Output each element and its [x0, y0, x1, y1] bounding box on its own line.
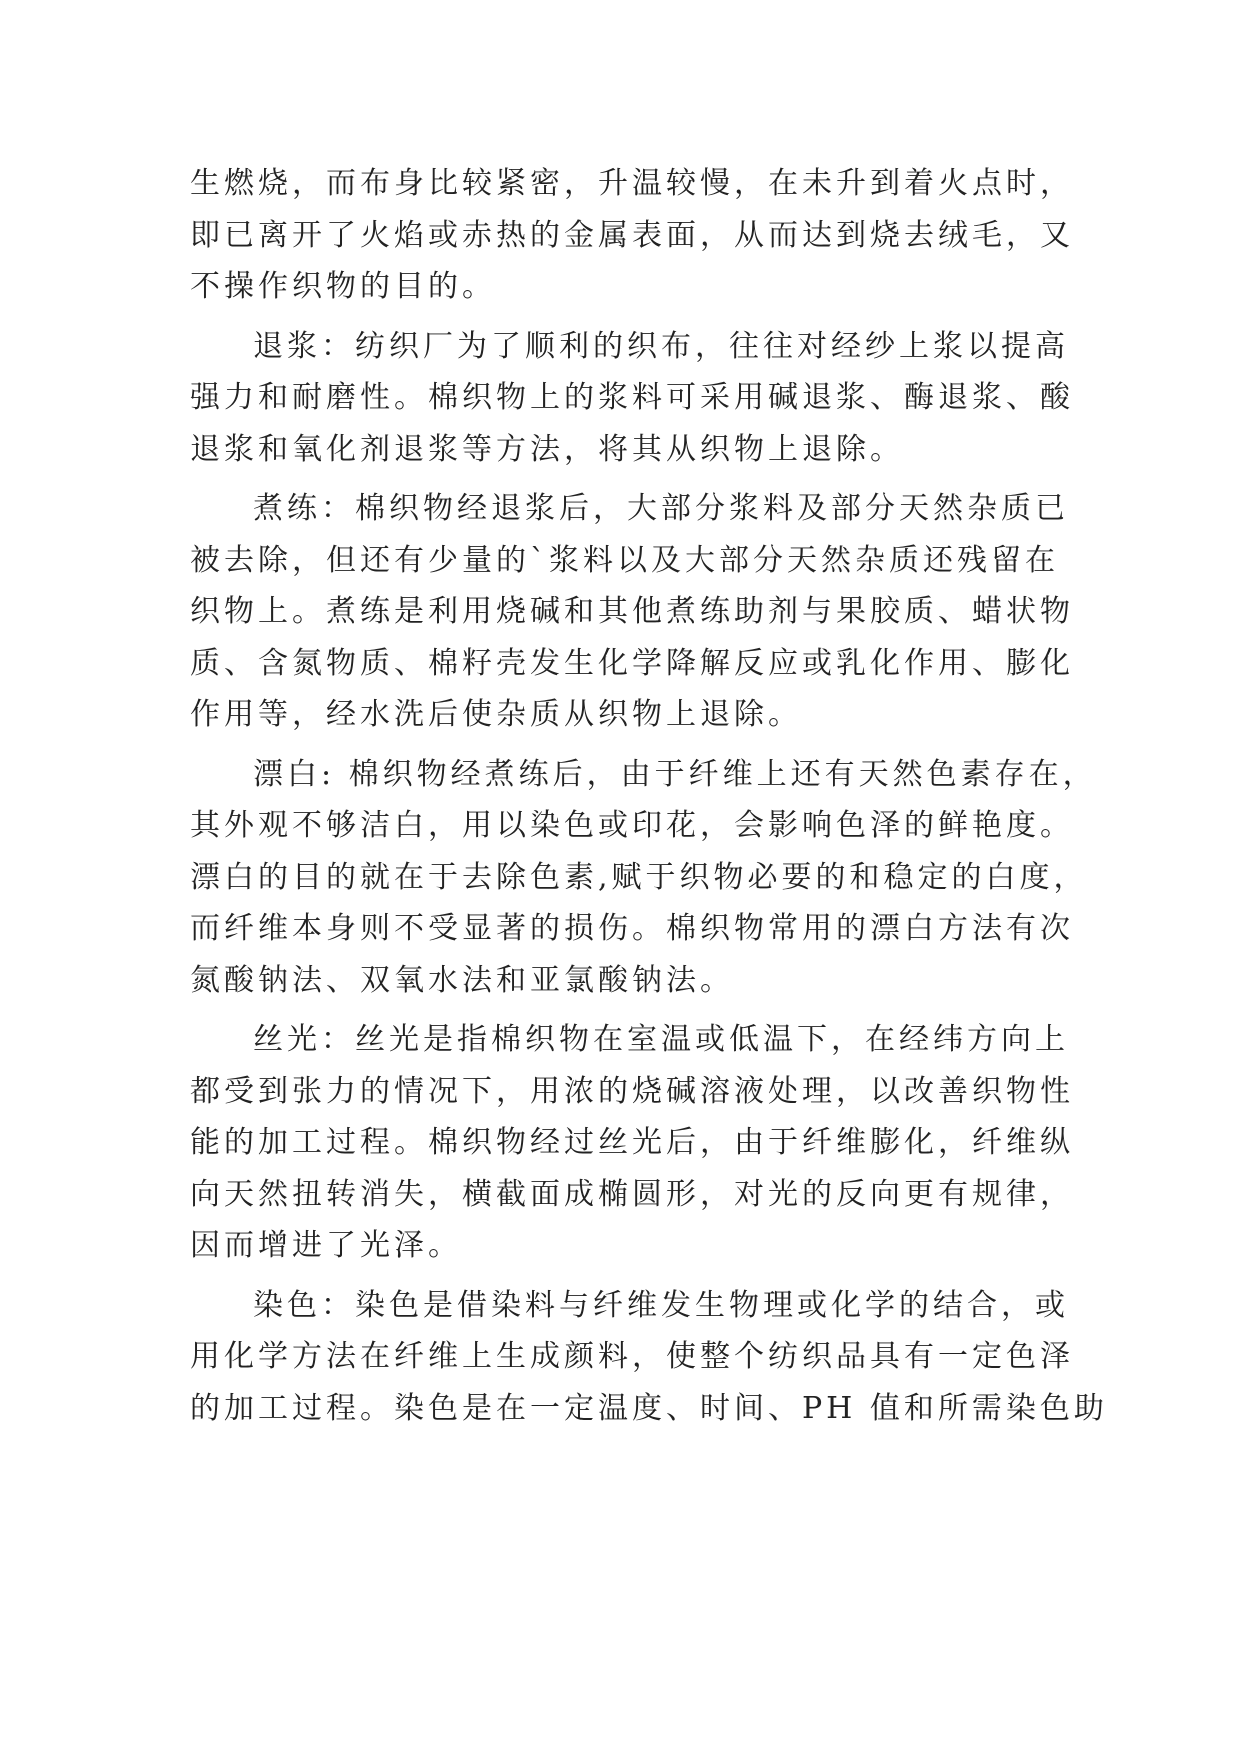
text-line: 因而增进了光泽。 [190, 1228, 462, 1263]
paragraph-start-line: 退浆：纺织厂为了顺利的织布，往往对经纱上浆以提高 [253, 328, 1069, 364]
paragraph-start-line: 漂白: 棉织物经煮练后，由于纤维上还有天然色素存在， [253, 756, 1097, 792]
text-line: 向天然扭转消失，横截面成椭圆形，对光的反向更有规律， [190, 1176, 1074, 1212]
text-line: 即已离开了火焰或赤热的金属表面，从而达到烧去绒毛，又 [190, 217, 1074, 253]
text-line: 能的加工过程。棉织物经过丝光后，由于纤维膨化，纤维纵 [190, 1125, 1074, 1160]
text-line: 的加工过程。染色是在一定温度、时间、PH 值和所需染色助 [190, 1390, 1108, 1426]
text-line: 用化学方法在纤维上生成颜料，使整个纺织品具有一定色泽 [190, 1339, 1074, 1374]
text-line: 织物上。煮练是利用烧碱和其他煮练助剂与果胶质、蜡状物 [190, 594, 1074, 629]
text-line: 漂白的目的就在于去除色素,赋于织物必要的和稳定的白度， [190, 859, 1088, 895]
text-line: 被去除，但还有少量的`浆料以及大部分天然杂质还残留在 [190, 542, 1059, 578]
text-line: 而纤维本身则不受显著的损伤。棉织物常用的漂白方法有次 [190, 911, 1074, 946]
paragraph-start-line: 染色：染色是借染料与纤维发生物理或化学的结合，或 [253, 1287, 1069, 1323]
text-line: 氮酸钠法、双氧水法和亚氯酸钠法。 [190, 962, 734, 998]
paragraph-start-line: 煮练：棉织物经退浆后，大部分浆料及部分天然杂质已 [253, 491, 1069, 526]
text-line: 退浆和氧化剂退浆等方法，将其从织物上退除。 [190, 431, 904, 467]
text-line: 质、含氮物质、棉籽壳发生化学降解反应或乳化作用、膨化 [190, 645, 1074, 681]
paragraph-start-line: 丝光：丝光是指棉织物在室温或低温下，在经纬方向上 [253, 1022, 1069, 1057]
text-line: 生燃烧，而布身比较紧密，升温较慢，在未升到着火点时， [190, 166, 1074, 201]
text-line: 都受到张力的情况下，用浓的烧碱溶液处理，以改善织物性 [190, 1073, 1074, 1109]
text-line: 作用等，经水洗后使杂质从织物上退除。 [190, 697, 802, 732]
text-line: 其外观不够洁白，用以染色或印花，会影响色泽的鲜艳度。 [190, 808, 1074, 843]
body-text [190, 158, 1108, 1434]
text-line: 强力和耐磨性。棉织物上的浆料可采用碱退浆、酶退浆、酸 [190, 380, 1074, 415]
text-line: 不操作织物的目的。 [190, 269, 496, 304]
